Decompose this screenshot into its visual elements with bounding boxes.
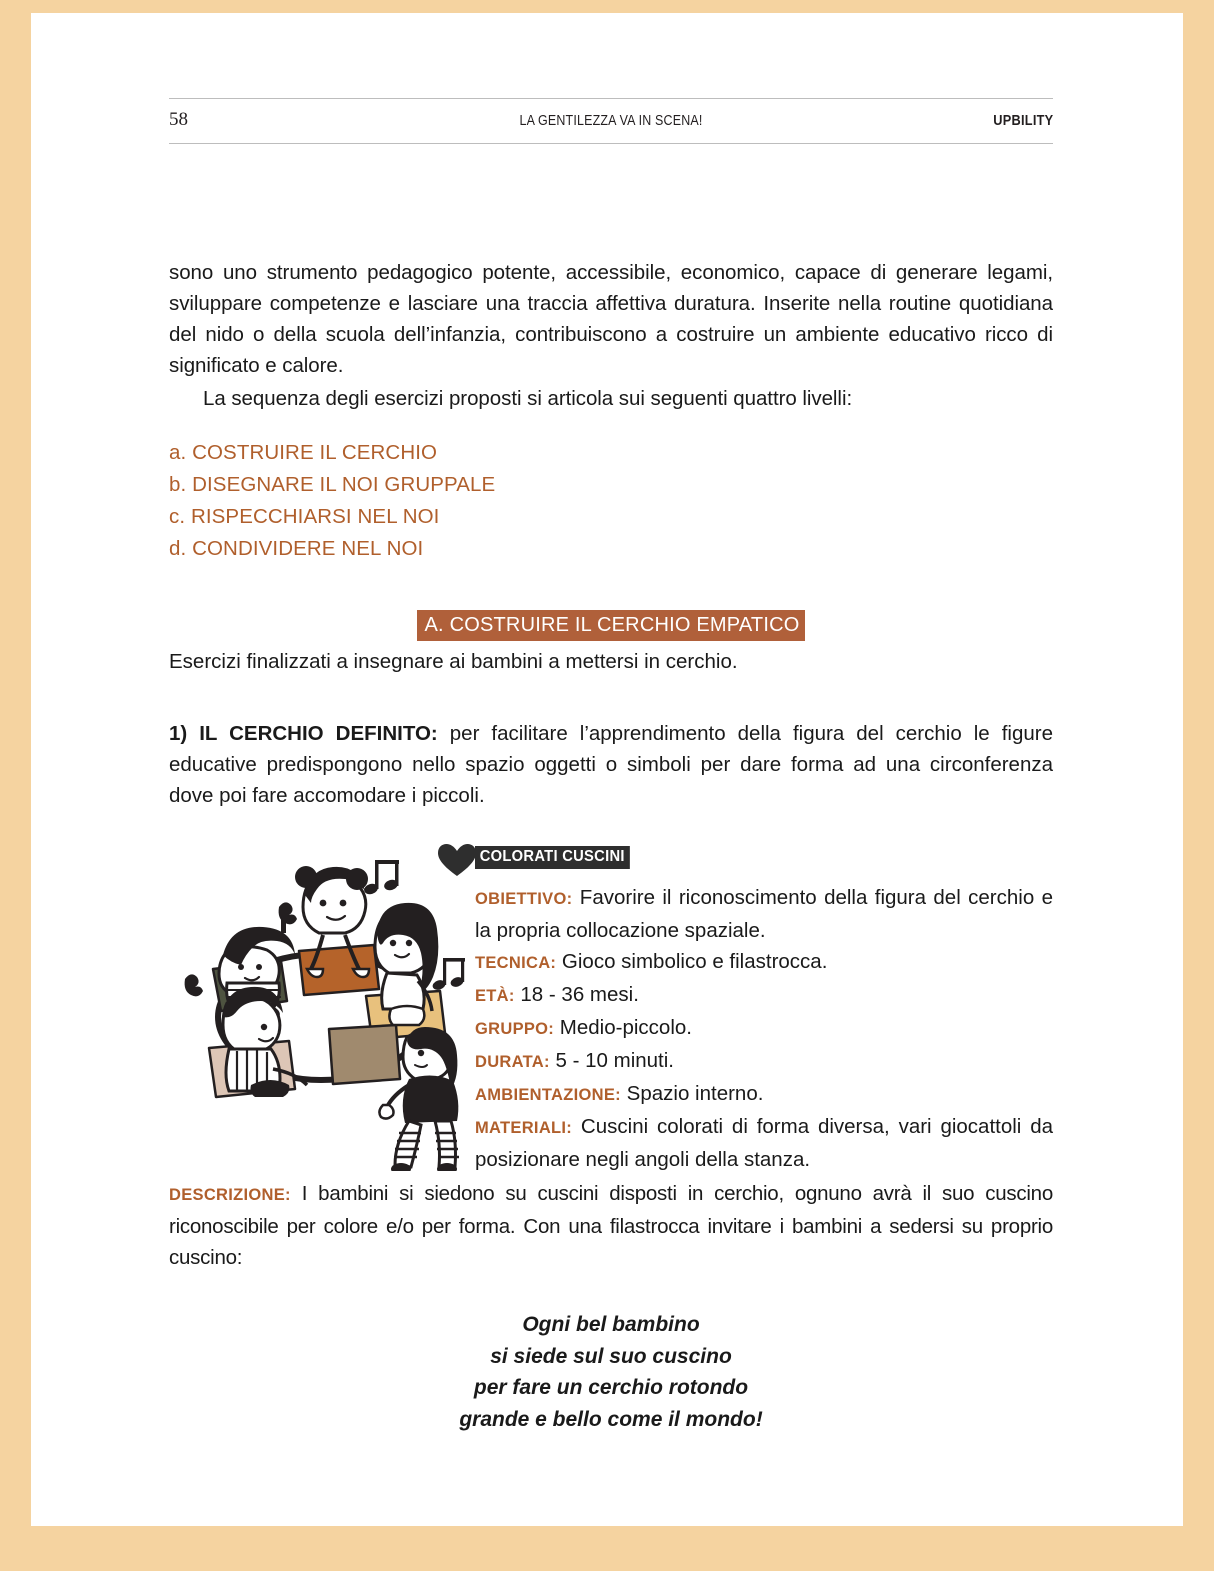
- field-ambientazione: [475, 1078, 1053, 1111]
- level-item-d: d. CONDIVIDERE NEL NOI: [169, 537, 424, 560]
- rhyme-block: [169, 1309, 1053, 1435]
- intro-paragraph: sono uno strumento pedagogico potente, accessibile, economico, capace di generare legami, sviluppare competenze e lasciare una traccia affettiva duratura. Inserite nella routine quotidiana del nido o della scuola dell’infanzia, contribuiscono a costruire un ambiente educativo ricco di significato e calore.: [169, 261, 1053, 377]
- field-value: Medio-piccolo.: [554, 1016, 692, 1039]
- publisher-name: UPBILITY: [992, 113, 1053, 129]
- field-label: GRUPPO:: [475, 1020, 555, 1038]
- activity-title-badge: COLORATI CUSCINI: [475, 846, 629, 869]
- main-content: [169, 257, 1053, 1435]
- field-label: OBIETTIVO:: [475, 890, 573, 908]
- level-item-c: c. RISPECCHIARSI NEL NOI: [169, 505, 440, 528]
- cushion-brown: [329, 1025, 400, 1084]
- activity-details: [475, 841, 1053, 1175]
- rhyme-line-3: per fare un cerchio rotondo: [473, 1376, 749, 1399]
- field-obiettivo: [475, 882, 1053, 946]
- exercise-paragraph: [169, 718, 1053, 811]
- level-item-a: a. COSTRUIRE IL CERCHIO: [169, 441, 438, 464]
- rhyme-line-4: grande e bello come il mondo!: [459, 1407, 763, 1431]
- page-sheet: [31, 13, 1183, 1526]
- children-circle-illustration: [169, 841, 479, 1171]
- field-value: 18 - 36 mesi.: [514, 983, 639, 1006]
- exercise-text: per facilitare l’apprendimento della figura del cerchio le figure educative predispongono nello spazio oggetti o simboli per dare forma ad una circonferenza dove poi fare accomodare i piccoli.: [169, 722, 1053, 807]
- section-banner: A. COSTRUIRE IL CERCHIO EMPATICO: [417, 610, 806, 641]
- heart-icon: [437, 843, 477, 877]
- activity-card: [169, 841, 1053, 1175]
- field-materiali: [475, 1111, 1053, 1175]
- section-subtitle: Esercizi finalizzati a insegnare ai bambini a mettersi in cerchio.: [169, 650, 738, 673]
- running-header: [169, 98, 1053, 144]
- description-paragraph: [169, 1178, 1053, 1273]
- field-value: Gioco simbolico e filastrocca.: [556, 950, 828, 973]
- music-note-right-top: [363, 860, 399, 896]
- activity-fields: [475, 882, 1053, 1175]
- rhyme-line-1: Ogni bel bambino: [522, 1313, 700, 1336]
- field-gruppo: [475, 1012, 1053, 1045]
- field-label: AMBIENTAZIONE:: [475, 1086, 621, 1104]
- section-banner-wrapper: [169, 610, 1053, 641]
- intro-lead-in: La sequenza degli esercizi proposti si articola sui seguenti quattro livelli:: [203, 387, 853, 410]
- field-tecnica: [475, 946, 1053, 979]
- music-note-left: [185, 974, 203, 996]
- exercise-number-label: 1) IL CERCHIO DEFINITO:: [169, 722, 438, 745]
- activity-title-row: [475, 841, 1053, 873]
- description-text: I bambini si siedono su cuscini disposti in cerchio, ognuno avrà il suo cuscino riconoscibile per colore e/o per forma. Con una filastrocca invitare i bambini a sedersi su proprio cuscino:: [169, 1182, 1053, 1269]
- page-content-area: [169, 98, 1053, 1478]
- music-note-top: [279, 902, 297, 933]
- description-label: DESCRIZIONE:: [169, 1186, 291, 1204]
- field-label: MATERIALI:: [475, 1119, 573, 1137]
- levels-list: [169, 437, 1053, 565]
- book-title: LA GENTILEZZA VA IN SCENA!: [519, 113, 703, 129]
- field-label: DURATA:: [475, 1053, 550, 1071]
- page-number: 58: [169, 109, 188, 130]
- field-label: TECNICA:: [475, 954, 557, 972]
- level-item-b: b. DISEGNARE IL NOI GRUPPALE: [169, 473, 496, 496]
- field-label: ETÀ:: [475, 987, 515, 1005]
- field-eta: [475, 979, 1053, 1012]
- field-value: Spazio interno.: [620, 1082, 764, 1105]
- field-value: Favorire il riconoscimento della figura del cerchio e la propria collocazione spaziale.: [475, 886, 1053, 942]
- field-durata: [475, 1045, 1053, 1078]
- field-value: 5 - 10 minuti.: [549, 1049, 675, 1072]
- field-value: Cuscini colorati di forma diversa, vari giocattoli da posizionare negli angoli della stanza.: [475, 1115, 1053, 1171]
- rhyme-line-2: si siede sul suo cuscino: [490, 1344, 732, 1368]
